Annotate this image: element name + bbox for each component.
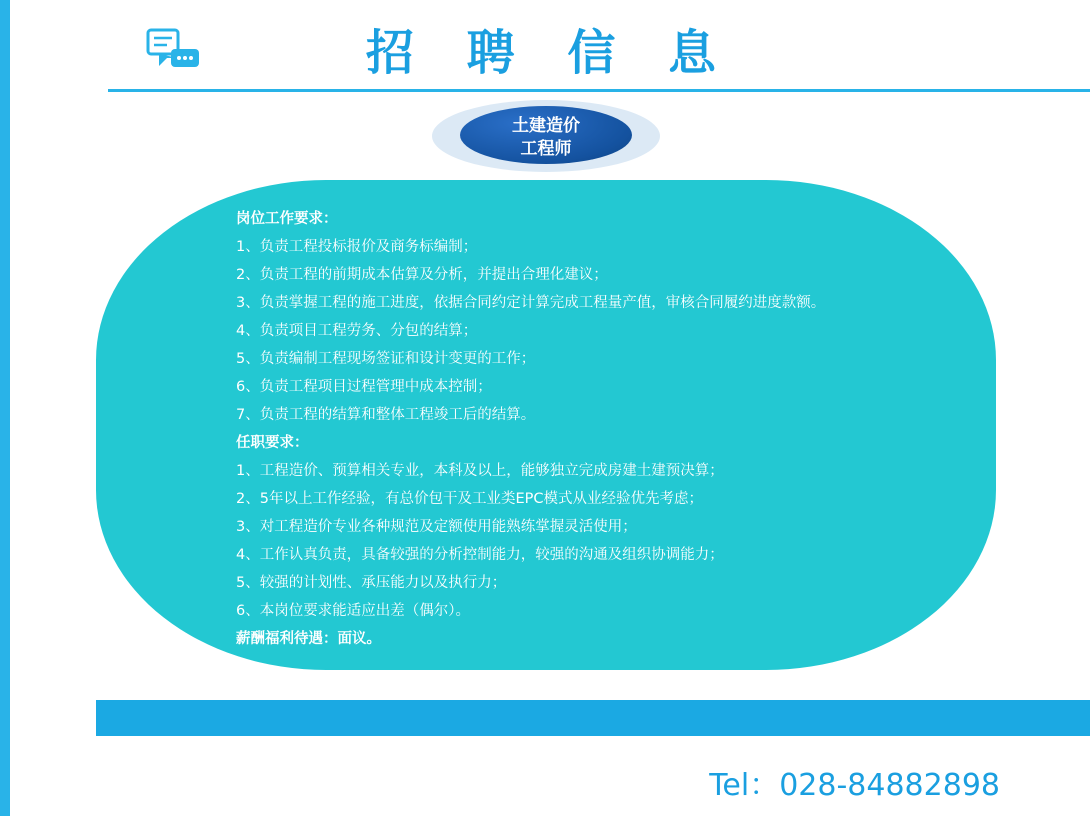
list-item: 3、对工程造价专业各种规范及定额使用能熟练掌握灵活使用； [236, 519, 637, 535]
list-item: 1、负责工程投标报价及商务标编制； [236, 239, 478, 255]
badge-inner [460, 106, 632, 164]
list-item: 2、负责工程的前期成本估算及分析，并提出合理化建议； [236, 267, 608, 283]
job-title-badge [432, 100, 660, 172]
section-heading-duties: 岗位工作要求： [236, 211, 338, 227]
footer-bar [96, 700, 1090, 736]
left-accent-bar [0, 0, 10, 816]
list-item: 5、较强的计划性、承压能力以及执行力； [236, 575, 507, 591]
badge-line-2: 工程师 [520, 138, 572, 159]
list-item: 4、负责项目工程劳务、分包的结算； [236, 323, 478, 339]
header-divider [108, 89, 1090, 92]
list-item: 3、负责掌握工程的施工进度，依据合同约定计算完成工程量产值，审核合同履约进度款额。 [236, 295, 826, 311]
list-item: 7、负责工程的结算和整体工程竣工后的结算。 [236, 407, 536, 423]
section-heading-qualifications: 任职要求： [236, 435, 309, 451]
salary-line: 薪酬福利待遇：面议。 [236, 631, 381, 647]
list-item: 6、负责工程项目过程管理中成本控制； [236, 379, 492, 395]
list-item: 6、本岗位要求能适应出差（偶尔）。 [236, 603, 470, 619]
list-item: 1、工程造价、预算相关专业，本科及以上，能够独立完成房建土建预决算； [236, 463, 724, 479]
list-item: 2、5年以上工作经验，有总价包干及工业类EPC模式从业经验优先考虑； [236, 491, 703, 507]
page-title: 招 聘 信 息 [365, 25, 735, 81]
requirements-panel [96, 180, 996, 670]
contact-phone: Tel：028-84882898 [709, 768, 1000, 803]
requirements-content [236, 212, 976, 660]
poster-header [10, 0, 1090, 90]
badge-line-1: 土建造价 [512, 116, 580, 136]
list-item: 4、工作认真负责，具备较强的分析控制能力，较强的沟通及组织协调能力； [236, 547, 724, 563]
list-item: 5、负责编制工程现场签证和设计变更的工作； [236, 351, 536, 367]
